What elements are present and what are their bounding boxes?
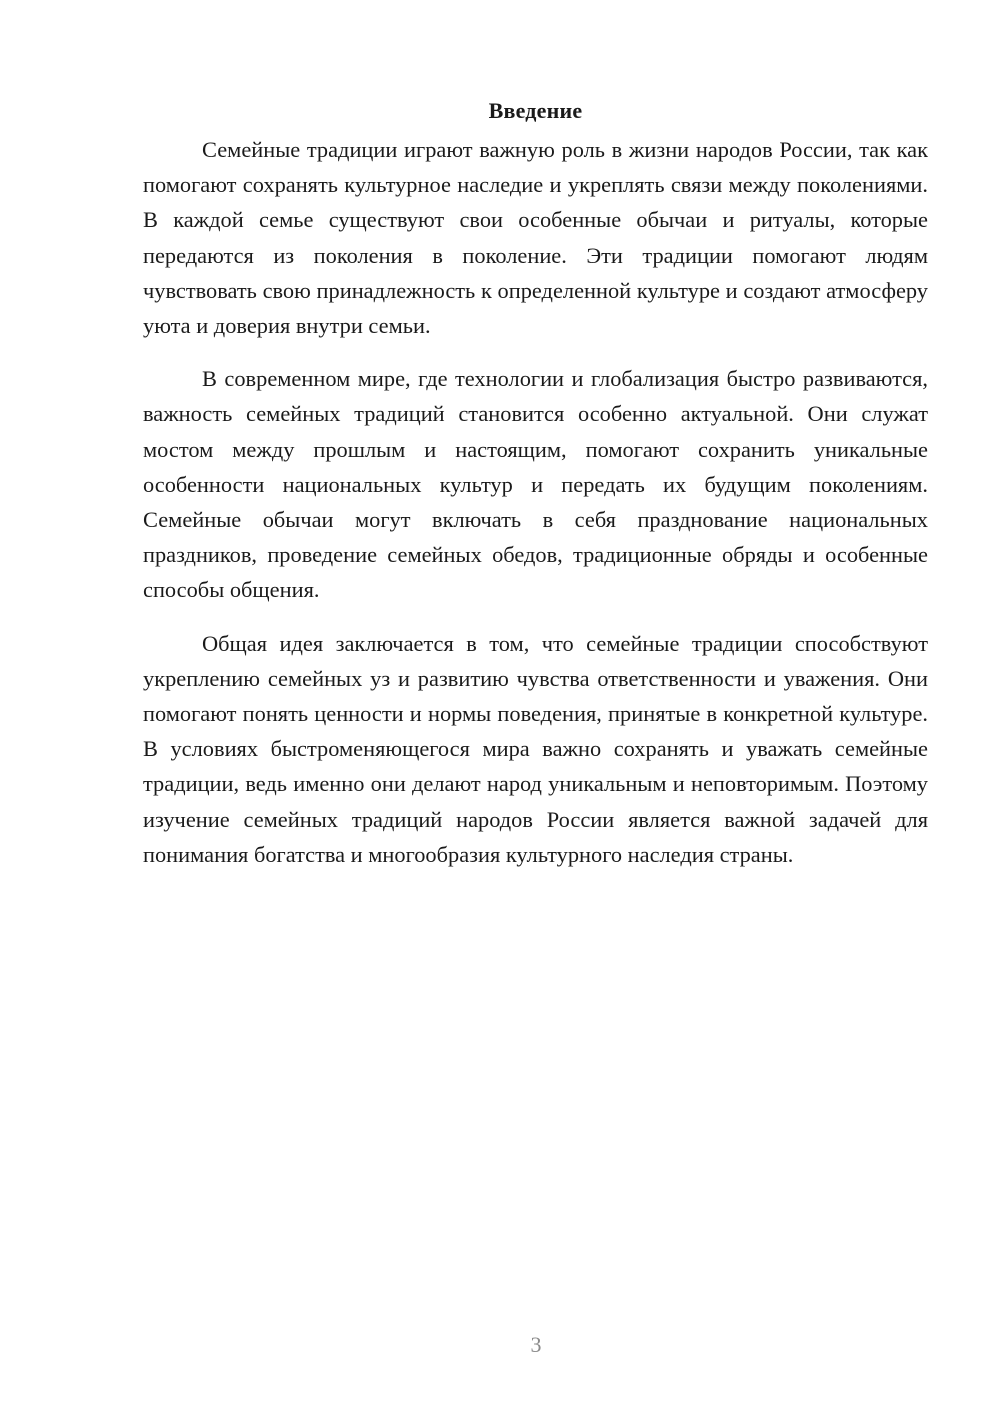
paragraph-1: Семейные традиции играют важную роль в жизни народов России, так как помогают сохранять культурное наследие и укреплять связи между поколениями. В каждой семье существуют свои особенные обычаи и ритуалы, которые передаются из поколения в поколение. Эти традиции помогают людям чувствовать свою принадлежность к определенной культуре и создают атмосферу уюта и доверия внутри семьи. [143,137,928,339]
paragraph-2: В современном мире, где технологии и глобализация быстро развиваются, важность семейных традиций становится особенно актуальной. Они служат мостом между прошлым и настоящим, помогают сохранить уникальные особенности национальных культур и передать их будущим поколениям. Семейные обычаи могут включать в себя празднование национальных праздников, проведение семейных обедов, традиционные обряды и особенные способы общения. [143,366,928,603]
section-heading: Введение [488,98,583,123]
document-page [143,96,928,890]
page-number: 3 [530,1332,542,1357]
paragraph-3: Общая идея заключается в том, что семейные традиции способствуют укреплению семейных уз и развитию чувства ответственности и уважения. Они помогают понять ценности и нормы поведения, принятые в конкретной культуре. В условиях быстроменяющегося мира важно сохранять и уважать семейные традиции, ведь именно они делают народ уникальным и неповторимым. Поэтому изучение семейных традиций народов России является важной задачей для понимания богатства и многообразия культурного наследия страны. [143,630,928,867]
